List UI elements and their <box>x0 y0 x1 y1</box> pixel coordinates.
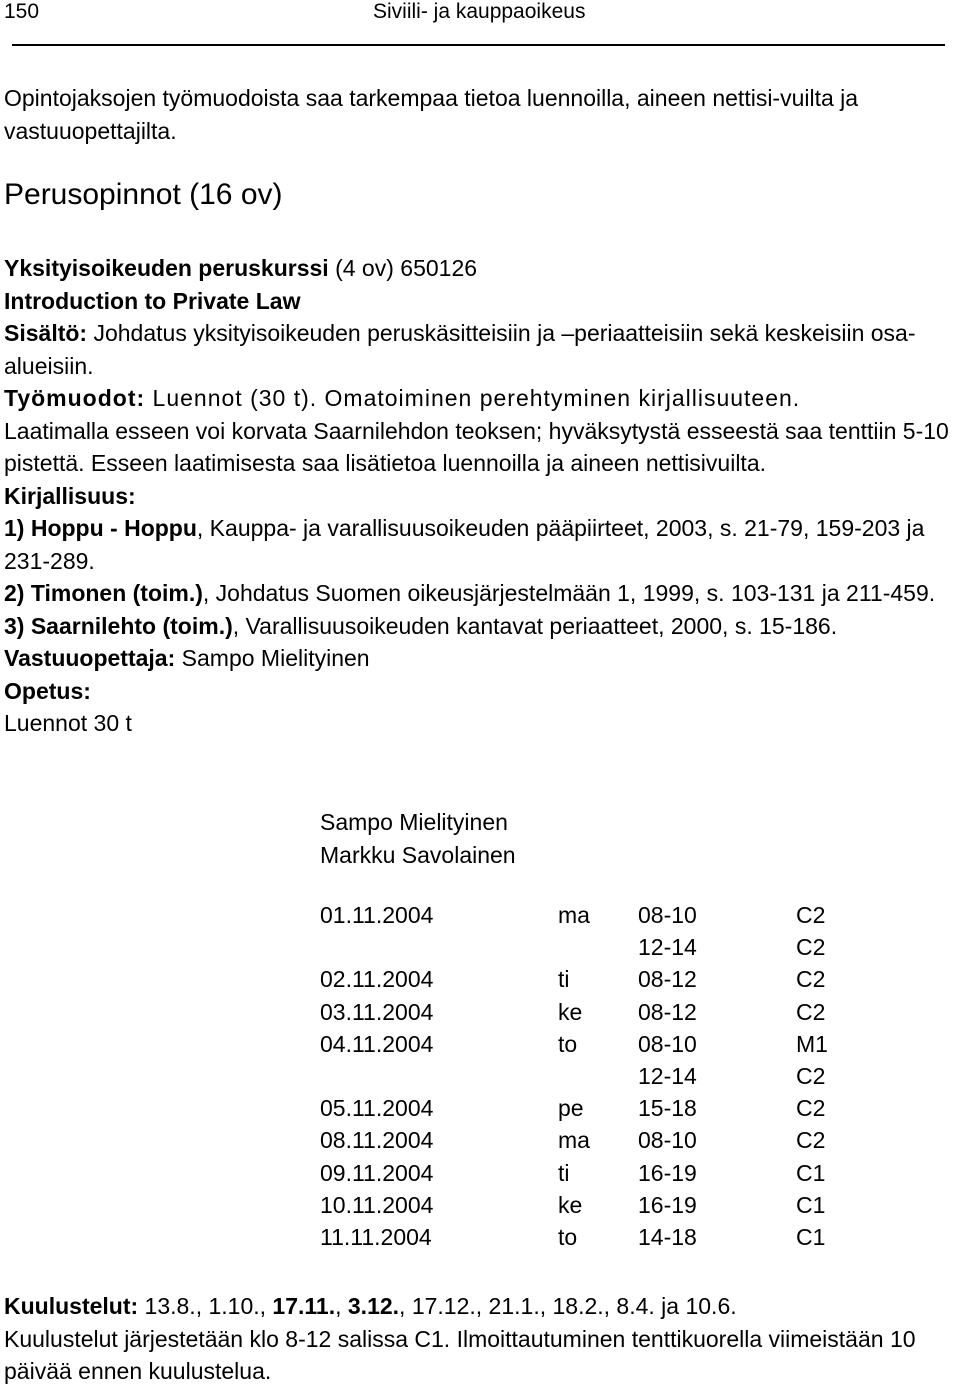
page-number: 150 <box>4 0 40 23</box>
methods-label: Työmuodot: <box>4 385 146 411</box>
schedule-day: ti <box>558 966 570 993</box>
page-header <box>4 0 954 24</box>
literature-details: , Varallisuusoikeuden kantavat periaatteet, 2000, s. 15-186. <box>232 612 838 639</box>
exam-note: Kuulustelut järjestetään klo 8-12 salissa C1. Ilmoittautuminen tenttikuorella viimeistään 10 päivää ennen kuulustelua. <box>4 1325 916 1384</box>
content-text: Johdatus yksityisoikeuden peruskäsitteisiin ja –periaatteisiin sekä keskeisiin osa-alueisiin. <box>4 320 916 379</box>
lecture-schedule <box>320 902 856 1256</box>
schedule-date <box>320 1063 558 1095</box>
literature-author: 1) Hoppu - Hoppu <box>4 515 197 541</box>
schedule-row <box>320 1031 856 1063</box>
literature-details: , Kauppa- ja varallisuusoikeuden pääpiirteet, 2003, s. 21-79, 159-203 ja 231-289. <box>4 515 925 574</box>
course-name: Yksityisoikeuden peruskurssi <box>4 255 329 281</box>
schedule-day: ke <box>558 1191 583 1218</box>
course-methods <box>4 382 956 415</box>
schedule-row <box>320 1224 856 1256</box>
responsible-label: Vastuuopettaja: <box>4 645 176 671</box>
section-title: Perusopinnot (16 ov) <box>4 178 283 211</box>
schedule-day: ti <box>558 1159 570 1186</box>
schedule-date: 04.11.2004 <box>320 1030 434 1057</box>
schedule-day: to <box>558 1223 578 1250</box>
literature-item <box>4 610 956 643</box>
schedule-date: 05.11.2004 <box>320 1095 434 1122</box>
exam-date-highlight: 3.12. <box>347 1293 400 1319</box>
schedule-time: 12-14 <box>638 934 697 961</box>
schedule-time: 08-10 <box>638 902 697 928</box>
schedule-room: C1 <box>796 1191 826 1218</box>
teaching-label: Opetus: <box>4 677 91 704</box>
schedule-time: 08-12 <box>638 998 697 1025</box>
schedule-date: 01.11.2004 <box>320 902 434 928</box>
schedule-row <box>320 1063 856 1095</box>
teacher-list <box>320 806 516 871</box>
course-credits-code: (4 ov) 650126 <box>328 255 478 281</box>
schedule-room: C2 <box>796 1127 826 1154</box>
exam-date-highlight: 17.11. <box>272 1293 336 1319</box>
schedule-row <box>320 1192 856 1224</box>
schedule-room: C2 <box>796 1062 826 1089</box>
schedule-time: 15-18 <box>638 1095 697 1122</box>
intro-paragraph: Opintojaksojen työmuodoista saa tarkempaa tietoa luennoilla, aineen nettisi-vuilta ja vastuuopettajilta. <box>4 85 859 144</box>
schedule-row <box>320 934 856 966</box>
course-name-english: Introduction to Private Law <box>4 287 301 314</box>
lectures-label: Luennot 30 t <box>4 710 132 736</box>
methods-text: Luennot (30 t). Omatoiminen perehtyminen kirjallisuuteen. <box>145 385 801 411</box>
literature-author: 2) Timonen (toim.) <box>4 580 203 606</box>
exam-dates-part: , <box>335 1293 348 1319</box>
schedule-date: 08.11.2004 <box>320 1127 434 1154</box>
teacher-name: Sampo Mielityinen <box>320 809 508 835</box>
schedule-room: C2 <box>796 966 826 993</box>
schedule-row <box>320 1160 856 1192</box>
literature-item <box>4 577 956 610</box>
schedule-day: ke <box>558 998 583 1025</box>
schedule-room: C1 <box>796 1159 826 1186</box>
schedule-date: 10.11.2004 <box>320 1191 434 1218</box>
header-rule <box>12 44 945 46</box>
schedule-time: 16-19 <box>638 1159 697 1186</box>
schedule-room: C2 <box>796 1095 826 1122</box>
literature-author: 3) Saarnilehto (toim.) <box>4 612 233 639</box>
exam-dates <box>4 1290 956 1323</box>
responsible-name: Sampo Mielityinen <box>175 645 370 671</box>
schedule-day: ma <box>558 1127 590 1154</box>
course-title-line <box>4 252 956 285</box>
schedule-time: 14-18 <box>638 1223 697 1250</box>
schedule-date: 02.11.2004 <box>320 966 434 993</box>
schedule-day: ma <box>558 902 590 928</box>
schedule-day <box>558 1063 638 1095</box>
course-block <box>4 252 956 740</box>
literature-label: Kirjallisuus: <box>4 482 136 509</box>
exam-dates-part: , 17.12., 21.1., 18.2., 8.4. ja 10.6. <box>399 1293 737 1319</box>
schedule-room: M1 <box>796 1030 828 1057</box>
schedule-date: 09.11.2004 <box>320 1159 434 1186</box>
schedule-room: C2 <box>796 998 826 1025</box>
essay-info: Laatimalla esseen voi korvata Saarnilehdon teoksen; hyväksytystä esseestä saa tenttiin 5-10 pistettä. Esseen laatimisesta saa lisätietoa luennoilla ja aineen nettisivuilta. <box>4 417 949 476</box>
schedule-date <box>320 934 558 966</box>
schedule-day <box>558 934 638 966</box>
schedule-row <box>320 902 856 934</box>
teacher-name: Markku Savolainen <box>320 841 516 868</box>
content-label: Sisältö: <box>4 320 88 346</box>
schedule-room: C1 <box>796 1223 826 1250</box>
exam-label: Kuulustelut: <box>4 1293 139 1319</box>
schedule-room: C2 <box>796 934 826 961</box>
schedule-room: C2 <box>796 902 826 928</box>
running-title: Siviili- ja kauppaoikeus <box>373 0 586 23</box>
schedule-day: to <box>558 1030 578 1057</box>
schedule-time: 08-12 <box>638 966 697 993</box>
course-content <box>4 317 956 382</box>
schedule-time: 08-10 <box>638 1127 697 1154</box>
schedule-time: 08-10 <box>638 1030 697 1057</box>
schedule-date: 11.11.2004 <box>320 1223 432 1250</box>
schedule-row <box>320 1095 856 1127</box>
schedule-row <box>320 966 856 998</box>
schedule-day: pe <box>558 1095 584 1122</box>
schedule-row <box>320 1127 856 1159</box>
responsible-teacher <box>4 642 956 675</box>
schedule-time: 12-14 <box>638 1062 697 1089</box>
exam-dates-part: 13.8., 1.10., <box>138 1293 273 1319</box>
schedule-row <box>320 999 856 1031</box>
exam-info <box>4 1290 956 1388</box>
literature-details: , Johdatus Suomen oikeusjärjestelmään 1, 1999, s. 103-131 ja 211-459. <box>202 580 936 606</box>
literature-item <box>4 512 956 577</box>
schedule-date: 03.11.2004 <box>320 998 434 1025</box>
schedule-time: 16-19 <box>638 1191 697 1218</box>
